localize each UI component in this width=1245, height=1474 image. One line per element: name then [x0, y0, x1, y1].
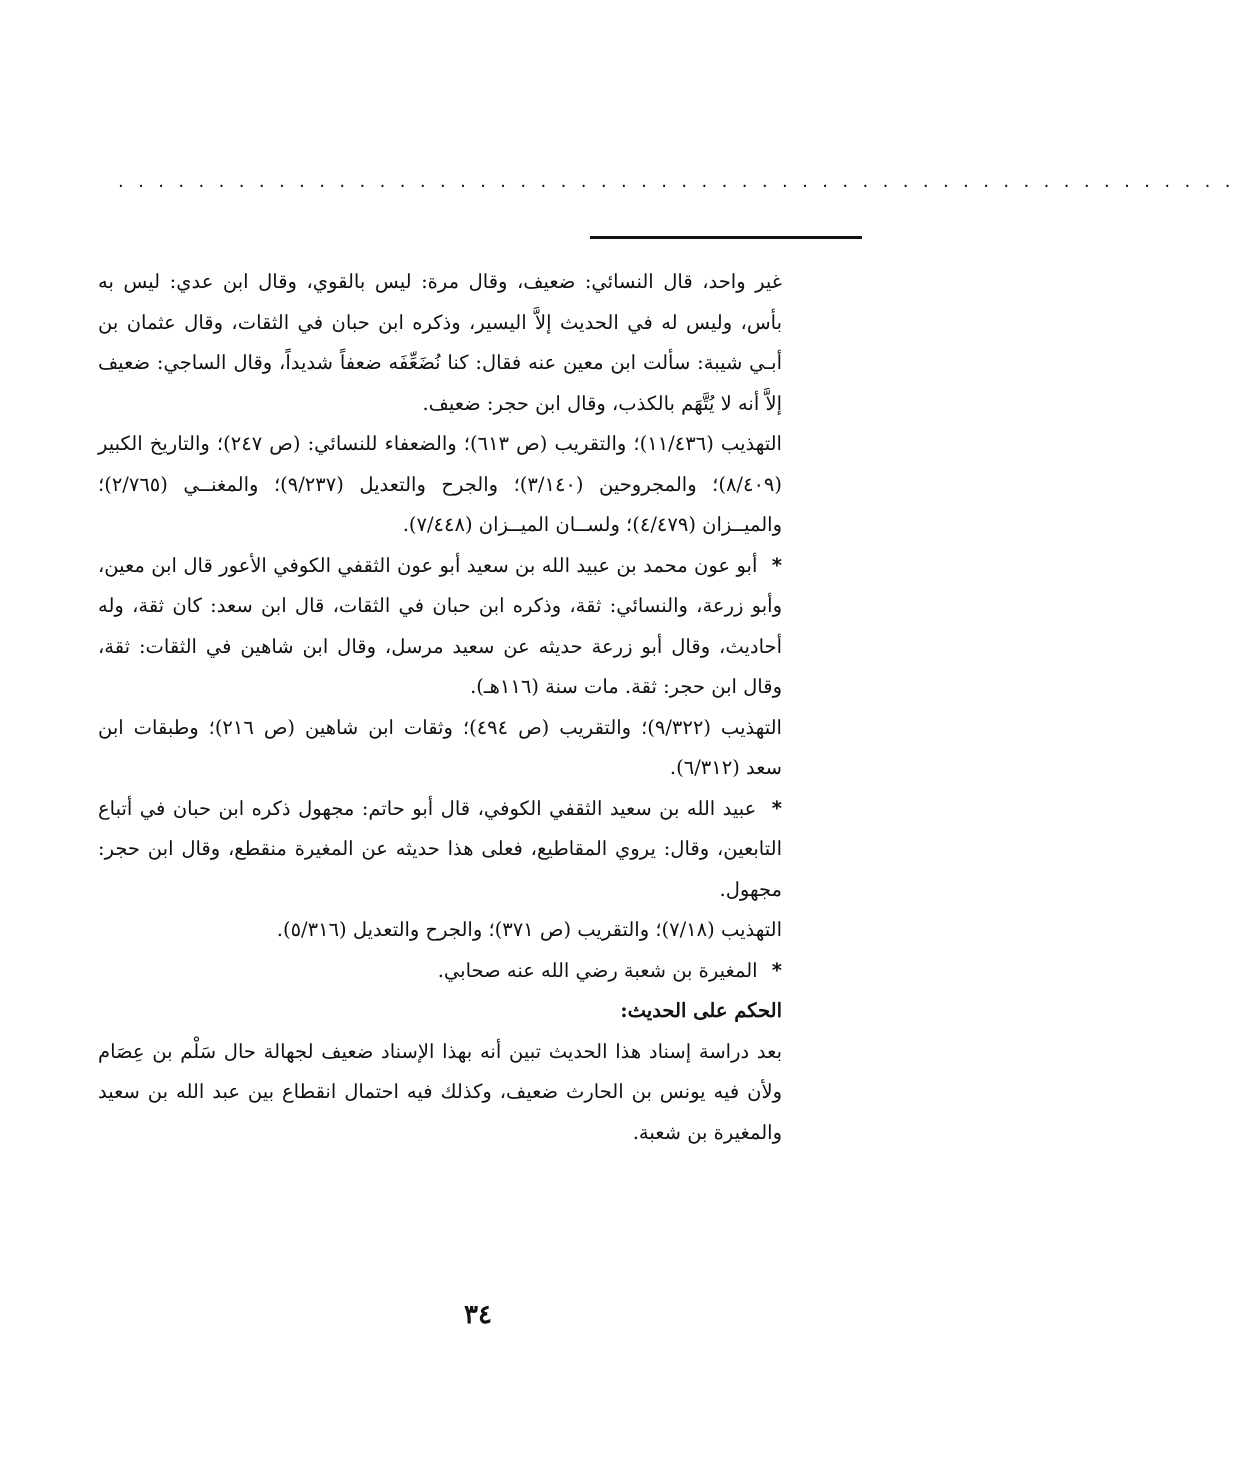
references-paragraph-1 — [98, 424, 782, 546]
asterisk-bullet-icon: * — [771, 958, 782, 982]
ruling-heading: الحكم على الحديث: — [620, 999, 782, 1022]
ruling-paragraph — [98, 1032, 782, 1154]
references-paragraph-3 — [98, 910, 782, 951]
paragraph-text: التهذيب (١١/٤٣٦)؛ والتقريب (ص ٦١٣)؛ والضعفاء للنسائي: (ص ٢٤٧)؛ والتاريخ الكبير (٨/٤٠٩)؛ والمجروحين (٣/١٤٠)؛ والجرح والتعديل (٩/٢٣٧)؛ والمغنــي (٢/٧٦٥)؛ والميــزان (٤/٤٧٩)؛ ولســان الميــزان (٧/٤٤٨). — [98, 432, 783, 536]
paragraph-text: المغيرة بن شعبة رضي الله عنه صحابي. — [437, 958, 758, 982]
footnote-rule — [590, 236, 862, 239]
page-body — [98, 262, 782, 1153]
paragraph-text: أبو عون محمد بن عبيد الله بن سعيد أبو عون الثقفي الكوفي الأعور قال ابن معين، وأبو زرعة، والنسائي: ثقة، وذكره ابن حبان في الثقات، قال ابن سعد: كان ثقة، وله أحاديث، وقال أبو زرعة حديثه عن سعيد مرسل، وقال ابن شاهين في الثقات: ثقة، وقال ابن حجر: ثقة. مات سنة (١١٦هـ). — [98, 553, 782, 698]
narrator-paragraph-3 — [98, 789, 782, 911]
asterisk-bullet-icon: * — [771, 796, 782, 820]
paragraph-text: عبيد الله بن سعيد الثقفي الكوفي، قال أبو حاتم: مجهول ذكره ابن حبان في أتباع التابعين، وقال: يروي المقاطيع، فعلى هذا حديثه عن المغيرة منقطع، وقال ابن حجر: مجهول. — [98, 796, 782, 901]
narrator-paragraph-2 — [98, 546, 782, 708]
paragraph-text: التهذيب (٩/٣٢٢)؛ والتقريب (ص ٤٩٤)؛ وثقات ابن شاهين (ص ٢١٦)؛ وطبقات ابن سعد (٦/٣١٢). — [98, 715, 782, 779]
page-number: ٣٤ — [464, 1300, 492, 1330]
asterisk-bullet-icon: * — [771, 553, 782, 577]
dotted-separator: ........................................................ — [118, 171, 1245, 192]
narrator-paragraph-4 — [98, 951, 782, 992]
paragraph-text: بعد دراسة إسناد هذا الحديث تبين أنه بهذا الإسناد ضعيف لجهالة حال سَلْم بن عِصَام ولأن فيه يونس بن الحارث ضعيف، وكذلك فيه احتمال انقطاع بين عبد الله بن سعيد والمغيرة بن شعبة. — [98, 1039, 782, 1144]
references-paragraph-2 — [98, 708, 782, 789]
narrator-paragraph-1 — [98, 262, 782, 424]
paragraph-text: غير واحد، قال النسائي: ضعيف، وقال مرة: ليس بالقوي، وقال ابن عدي: ليس به بأس، وليس له في الحديث إلاَّ اليسير، وذكره ابن حبان في الثقات، وقال عثمان بن أبـي شيبة: سألت ابن معين عنه فقال: كنا نُضَعِّفَه ضعفاً شديداً، وقال الساجي: ضعيف إلاَّ أنه لا يُتَّهَم بالكذب، وقال ابن حجر: ضعيف. — [98, 270, 782, 415]
paragraph-text: التهذيب (٧/١٨)؛ والتقريب (ص ٣٧١)؛ والجرح والتعديل (٥/٣١٦). — [276, 918, 782, 941]
